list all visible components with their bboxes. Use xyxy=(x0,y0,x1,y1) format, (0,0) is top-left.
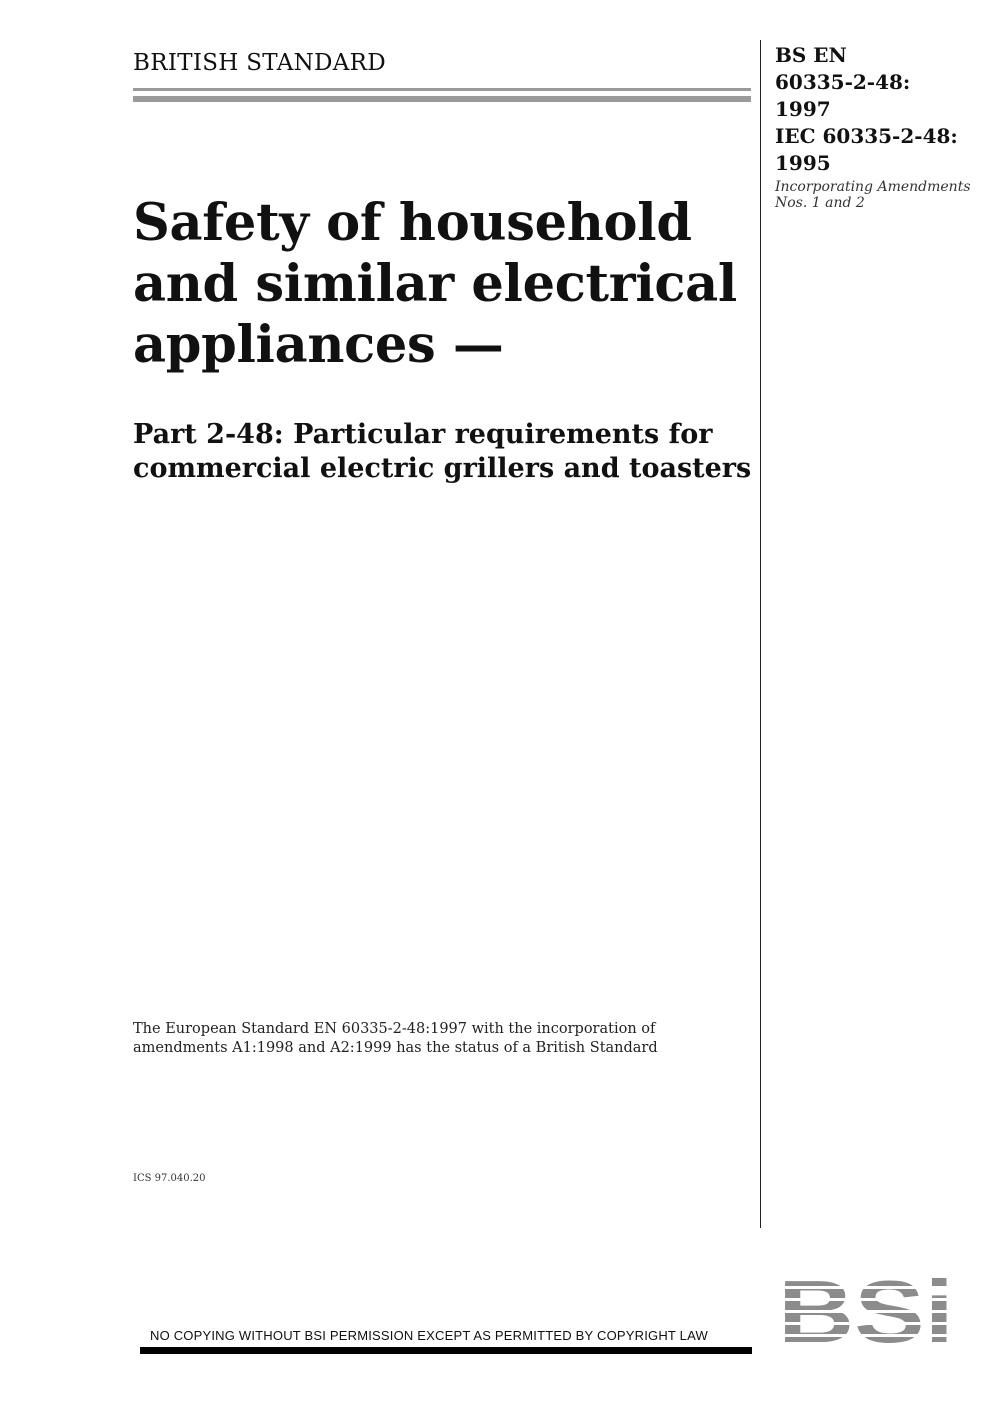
standard-number-block xyxy=(775,42,985,211)
standard-number-line: IEC 60335-2-48: xyxy=(775,124,958,148)
header-rule-thick xyxy=(133,96,751,102)
amendments-note: Incorporating Amendments Nos. 1 and 2 xyxy=(775,179,971,211)
standard-number-line: 1995 xyxy=(775,151,831,175)
document-title: Safety of household and similar electrical appliances — xyxy=(133,193,738,375)
header-rule-thin xyxy=(133,88,751,91)
copyright-notice: NO COPYING WITHOUT BSI PERMISSION EXCEPT AS PERMITTED BY COPYRIGHT LAW xyxy=(150,1328,708,1343)
standard-number-line: BS EN xyxy=(775,43,847,67)
standard-number-line: 60335-2-48: xyxy=(775,70,911,94)
document-subtitle: Part 2-48: Particular requirements for commercial electric grillers and toasters xyxy=(133,419,752,484)
ics-code: ICS 97.040.20 xyxy=(133,1173,206,1184)
sidebar-divider xyxy=(760,40,761,1228)
status-statement: The European Standard EN 60335-2-48:1997 with the incorporation of amendments A1:1998 and A2:1999 has the status of a British Standard xyxy=(133,1021,658,1056)
standard-number-line: 1997 xyxy=(775,97,831,121)
footer-rule xyxy=(140,1347,752,1354)
bsi-logo xyxy=(778,1274,956,1346)
publication-type: BRITISH STANDARD xyxy=(133,50,387,76)
